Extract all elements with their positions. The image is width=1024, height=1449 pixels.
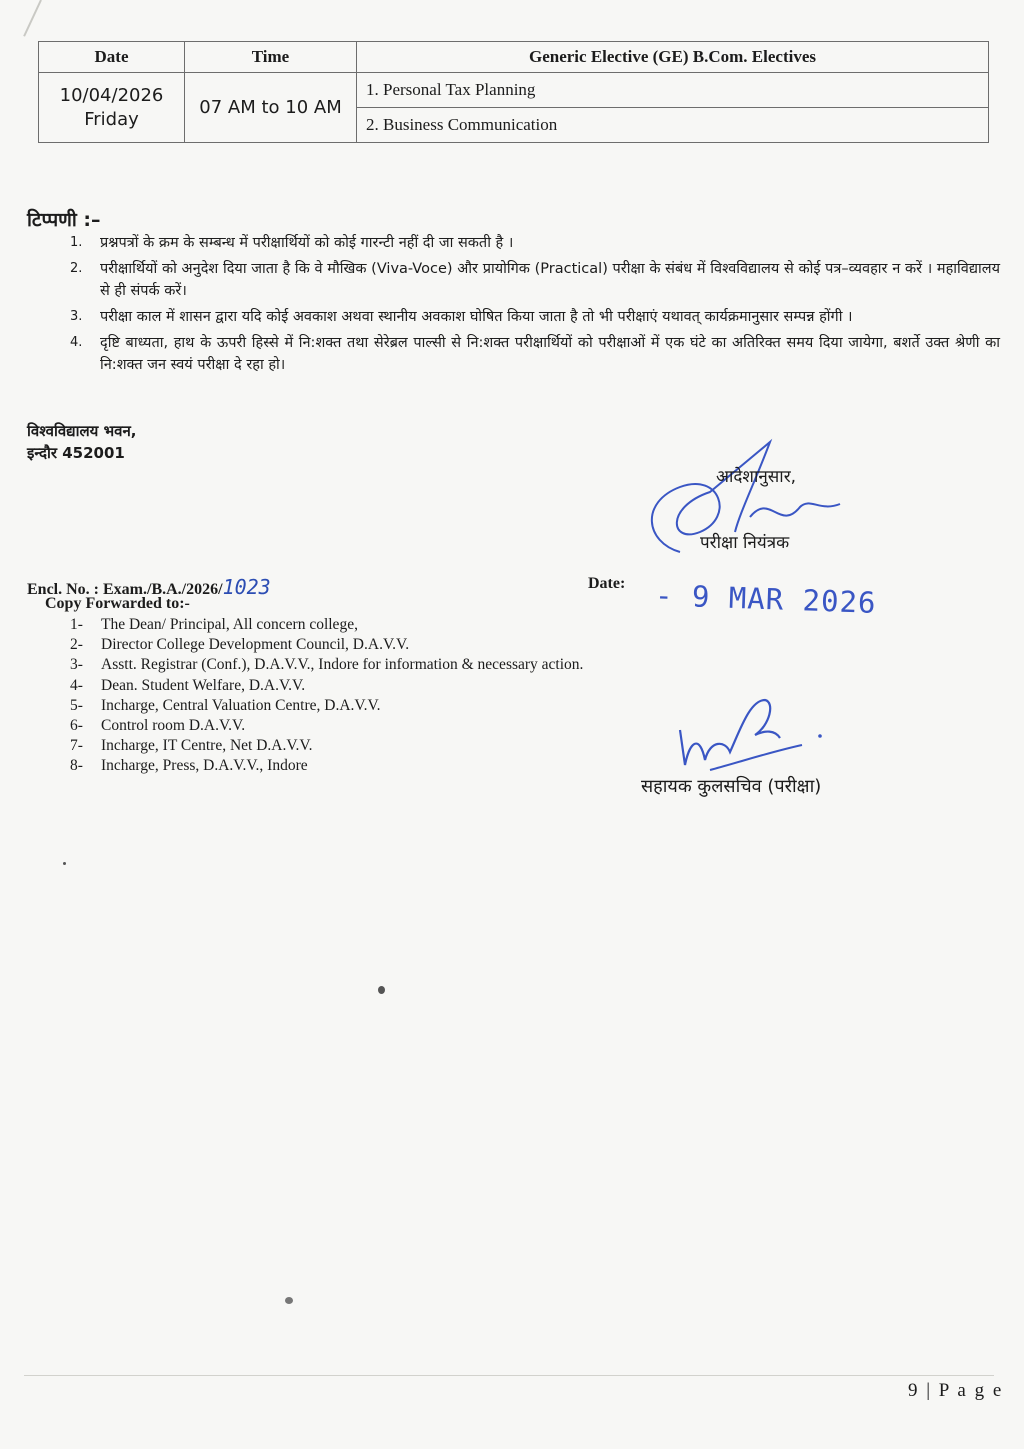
recipient-text: Incharge, Press, D.A.V.V., Indore — [101, 757, 308, 775]
university-address — [27, 420, 137, 464]
exam-schedule-table — [38, 41, 989, 143]
recipient-number: 6- — [70, 717, 83, 735]
recipient-number: 1- — [70, 616, 83, 633]
recipient-number: 7- — [70, 737, 83, 755]
note-number: 4. — [70, 335, 83, 350]
assistant-registrar-title: सहायक कुलसचिव (परीक्षा) — [641, 776, 822, 797]
page-number: 9 | P a g e — [908, 1380, 1004, 1401]
note-text: परीक्षा काल में शासन द्वारा यदि कोई अवकाश अथवा स्थानीय अवकाश घोषित किया जाता है तो भी परीक्षाएं यथावत् कार्यक्रमानुसार सम्पन्न होंगी । — [100, 309, 853, 325]
controller-signature-block — [640, 432, 860, 577]
footer-rule — [24, 1375, 994, 1376]
recipient-text: Asstt. Registrar (Conf.), D.A.V.V., Indore for information & necessary action. — [101, 656, 584, 674]
exam-day: Friday — [84, 108, 139, 130]
date-label: Date: — [588, 575, 626, 592]
recipient-text: Incharge, IT Centre, Net D.A.V.V. — [101, 737, 313, 755]
recipient-text: Director College Development Council, D.A.V.V. — [101, 636, 410, 654]
exam-date: 10/04/2026 — [59, 84, 164, 106]
note-text: दृष्टि बाध्यता, हाथ के ऊपरी हिस्से में नि:शक्त तथा सेरेब्रल पाल्सी से नि:शक्त परीक्षार्थियों को परीक्षाओं में एक घंटे का अतिरिक्त समय दिया जायेगा, बशर्ते उक्त श्रेणी का नि:शक्त जन स्वयं परीक्षा दे रहा हो। — [100, 335, 1000, 373]
recipient-text: Control room D.A.V.V. — [101, 717, 246, 735]
list-item — [60, 306, 1000, 328]
recipient-text: Dean. Student Welfare, D.A.V.V. — [101, 676, 306, 694]
recipient-text: The Dean/ Principal, All concern college, — [101, 616, 358, 633]
header-time: Time — [185, 42, 357, 73]
list-item — [70, 655, 583, 675]
speck — [285, 1297, 293, 1304]
table-header-row — [39, 42, 989, 73]
list-item — [70, 756, 583, 776]
copy-forwarded-heading: Copy Forwarded to:- — [45, 595, 190, 612]
list-item — [60, 258, 1000, 302]
list-item — [70, 635, 583, 655]
date-stamp: - 9 MAR 2026 — [654, 578, 878, 620]
recipient-number: 2- — [70, 636, 83, 654]
list-item — [60, 332, 1000, 376]
notes-heading: टिप्पणी :– — [27, 209, 101, 231]
recipient-number: 8- — [70, 757, 83, 775]
note-text: परीक्षार्थियों को अनुदेश दिया जाता है कि वे मौखिक (Viva-Voce) और प्रायोगिक (Practical) परीक्षा के संबंध में विश्वविद्यालय से कोई पत्र–व्यवहार न करें । महाविद्यालय से ही संपर्क करें। — [100, 261, 1000, 299]
note-text: प्रश्नपत्रों के क्रम के सम्बन्ध में परीक्षार्थियों को कोई गारन्टी नहीं दी जा सकती है । — [100, 235, 514, 251]
recipient-text: Incharge, Central Valuation Centre, D.A.V.V. — [101, 696, 381, 714]
recipient-number: 4- — [70, 676, 83, 694]
list-item — [70, 696, 583, 716]
header-electives: Generic Elective (GE) B.Com. Electives — [357, 42, 989, 73]
note-number: 3. — [70, 309, 83, 324]
notes-list — [60, 232, 1000, 380]
controller-signature — [640, 432, 860, 577]
speck — [63, 862, 66, 865]
list-item — [70, 716, 583, 736]
exam-time: 07 AM to 10 AM — [185, 73, 357, 143]
signatory-line2: परीक्षा नियंत्रक — [700, 533, 790, 553]
speck — [378, 986, 385, 994]
encl-handwritten-number: 1023 — [222, 575, 271, 599]
paper-name: 2. Business Communication — [357, 108, 989, 143]
encl-label: Encl. No. : Exam./B.A./2026/ — [27, 581, 223, 598]
recipient-list — [70, 615, 583, 777]
list-item — [70, 736, 583, 756]
recipient-number: 5- — [70, 696, 83, 714]
list-item — [70, 676, 583, 696]
header-date: Date — [39, 42, 185, 73]
recipient-number: 3- — [70, 656, 83, 674]
table-row — [39, 73, 989, 108]
assistant-registrar-signature — [670, 690, 830, 780]
list-item — [70, 615, 583, 635]
exam-date-cell — [39, 73, 185, 143]
address-line: इन्दौर 452001 — [27, 444, 125, 462]
address-line: विश्वविद्यालय भवन, — [27, 422, 137, 440]
list-item — [60, 232, 1000, 254]
note-number: 2. — [70, 261, 83, 276]
paper-fold-mark — [23, 0, 42, 37]
paper-name: 1. Personal Tax Planning — [357, 73, 989, 108]
note-number: 1. — [70, 235, 83, 250]
signatory-line1: आदेशानुसार, — [716, 467, 797, 487]
